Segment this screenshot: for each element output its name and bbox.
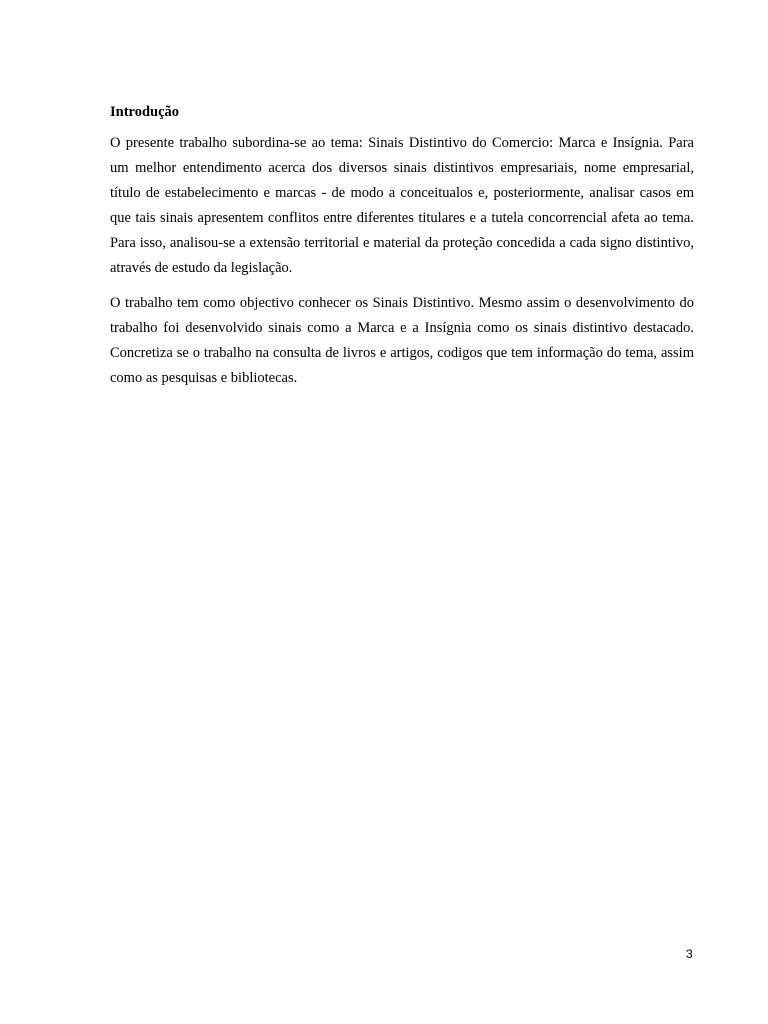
page-number: 3 (686, 947, 693, 961)
section-heading: Introdução (110, 104, 180, 120)
paragraph-2: O trabalho tem como objectivo conhecer os Sinais Distintivo. Mesmo assim o desenvolvimento do trabalho foi desenvolvido sinais como a Marca e a Insígnia como os sinais distintivo destacado. Concretiza se o trabalho na consulta de livros e artigos, codigos que tem informação do tema, assim como as pesquisas e bibliotecas. (110, 295, 694, 386)
page-content (110, 101, 694, 401)
paragraph-1: O presente trabalho subordina-se ao tema: Sinais Distintivo do Comercio: Marca e Insígnia. Para um melhor entendimento acerca dos diversos sinais distintivos empresariais, nome empresarial, título de estabelecimento e marcas - de modo a conceitualos e, posteriormente, analisar casos em que tais sinais apresentem conflitos entre diferentes titulares e a tutela concorrencial afeta ao tema. Para isso, analisou-se a extensão territorial e material da proteção concedida a cada signo distintivo, através de estudo da legislação. (110, 135, 694, 276)
